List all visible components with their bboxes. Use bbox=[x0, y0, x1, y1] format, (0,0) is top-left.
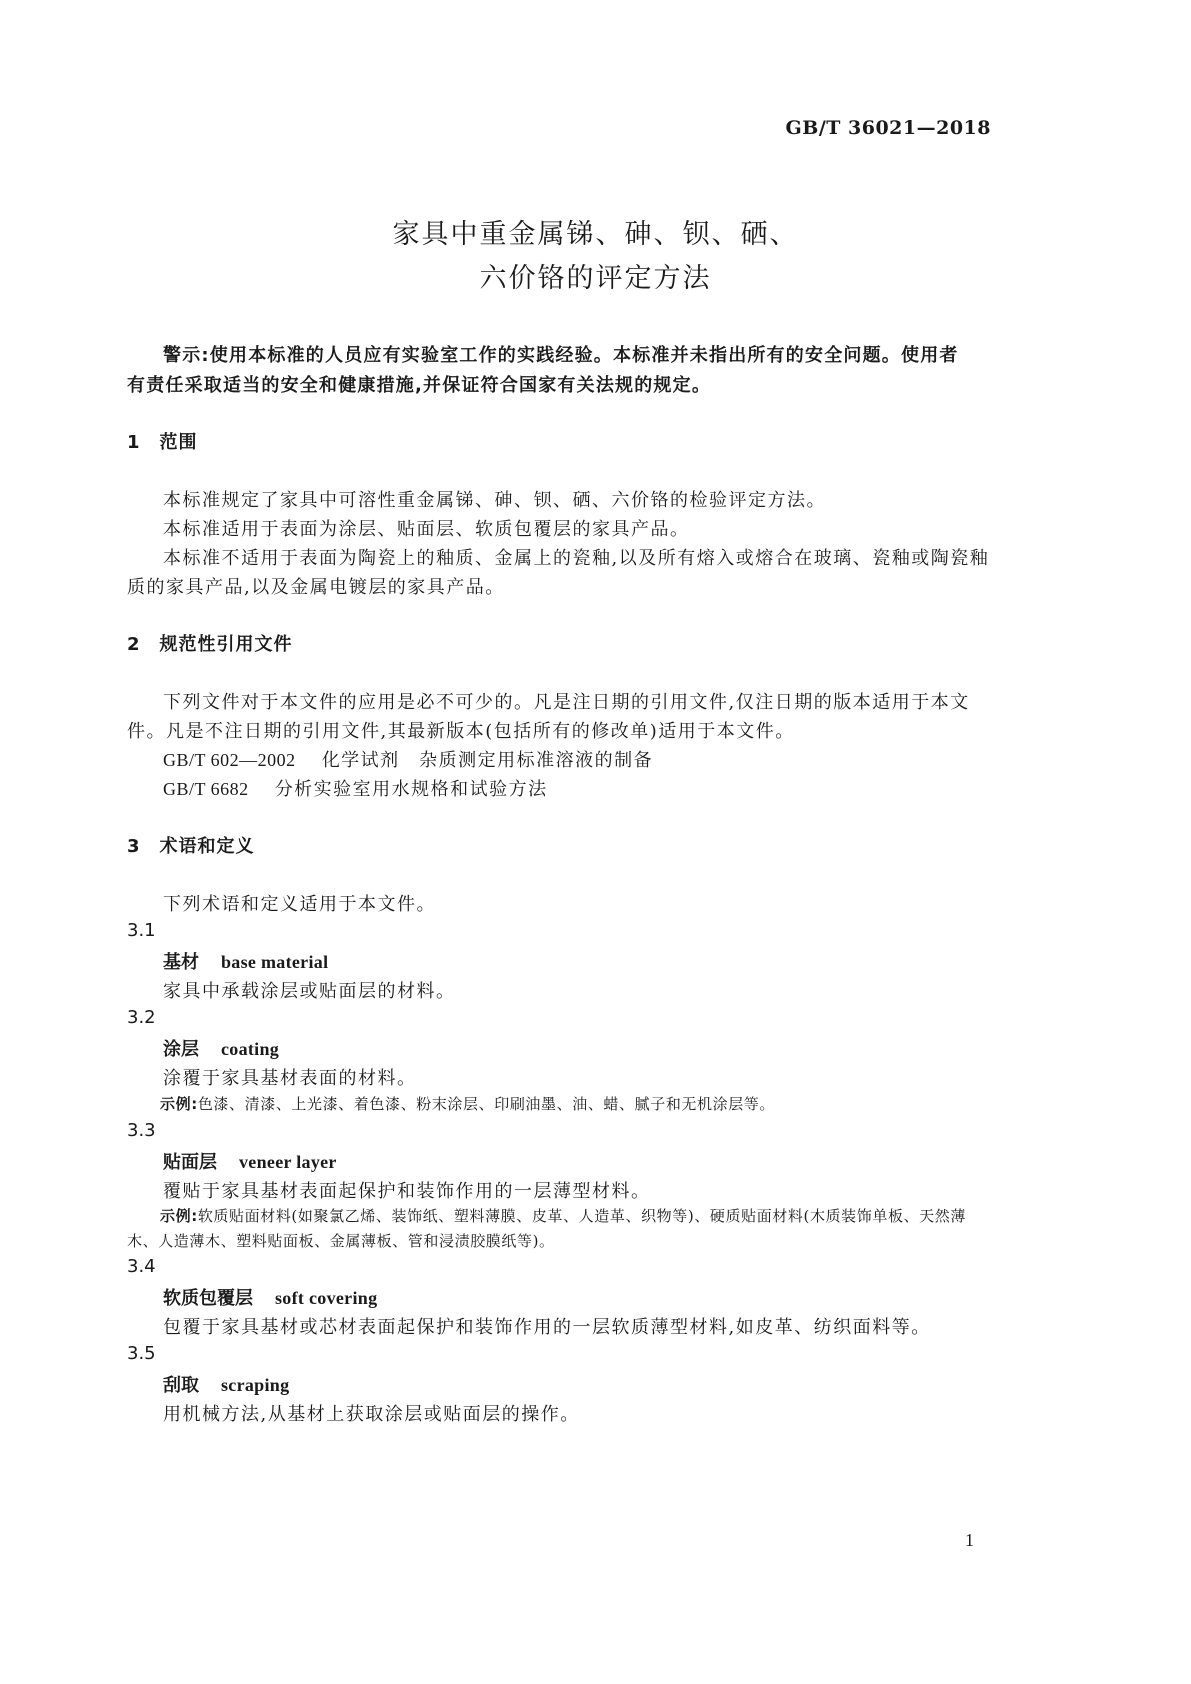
term-definition: 用机械方法,从基材上获取涂层或贴面层的操作。 bbox=[163, 1404, 580, 1425]
term-number: 3.4 bbox=[127, 1256, 156, 1277]
section-1-para-3-line2: 质的家具产品,以及金属电镀层的家具产品。 bbox=[127, 577, 505, 598]
section-1-para-1: 本标准规定了家具中可溶性重金属锑、砷、钡、硒、六价铬的检验评定方法。 bbox=[163, 490, 826, 511]
term-en: base material bbox=[221, 952, 329, 972]
term-heading bbox=[163, 1148, 337, 1174]
example-label: 示例: bbox=[160, 1095, 198, 1113]
reference-code: GB/T 6682 bbox=[163, 779, 249, 799]
term-heading bbox=[163, 1284, 377, 1310]
term-zh: 涂层 bbox=[163, 1039, 199, 1060]
term-en: veneer layer bbox=[239, 1152, 337, 1172]
section-1-para-2: 本标准适用于表面为涂层、贴面层、软质包覆层的家具产品。 bbox=[163, 519, 690, 540]
example-label: 示例: bbox=[160, 1207, 198, 1225]
section-2-para-line2: 件。凡是不注日期的引用文件,其最新版本(包括所有的修改单)适用于本文件。 bbox=[127, 721, 795, 742]
document-title-line1: 家具中重金属锑、砷、钡、硒、 bbox=[392, 219, 799, 250]
term-heading bbox=[163, 948, 328, 974]
term-number: 3.2 bbox=[127, 1007, 156, 1028]
term-definition: 涂覆于家具基材表面的材料。 bbox=[163, 1068, 417, 1089]
term-zh: 基材 bbox=[163, 952, 199, 973]
term-number: 3.3 bbox=[127, 1120, 156, 1141]
example-text: 软质贴面材料(如聚氯乙烯、装饰纸、塑料薄膜、皮革、人造革、织物等)、硬质贴面材料(木质装饰单板、天然薄 bbox=[197, 1207, 966, 1225]
term-example-line1 bbox=[160, 1205, 966, 1226]
section-3-intro: 下列术语和定义适用于本文件。 bbox=[163, 894, 436, 915]
reference-item bbox=[163, 746, 653, 772]
document-title-line2: 六价铬的评定方法 bbox=[479, 263, 712, 294]
reference-title: 分析实验室用水规格和试验方法 bbox=[274, 779, 548, 800]
page-number: 1 bbox=[965, 1530, 974, 1550]
term-definition: 家具中承载涂层或贴面层的材料。 bbox=[163, 981, 456, 1002]
standard-number: GB/T 36021—2018 bbox=[785, 117, 991, 139]
warning-line1: 警示:使用本标准的人员应有实验室工作的实践经验。本标准并未指出所有的安全问题。使用者 bbox=[163, 345, 959, 366]
section-2-heading: 2 规范性引用文件 bbox=[127, 634, 293, 655]
example-text: 色漆、清漆、上光漆、着色漆、粉末涂层、印刷油墨、油、蜡、腻子和无机涂层等。 bbox=[197, 1095, 776, 1113]
term-en: soft covering bbox=[275, 1288, 378, 1308]
term-heading bbox=[163, 1371, 289, 1397]
term-en: coating bbox=[221, 1039, 280, 1059]
section-1-para-3-line1: 本标准不适用于表面为陶瓷上的釉质、金属上的瓷釉,以及所有熔入或熔合在玻璃、瓷釉或陶瓷釉 bbox=[163, 548, 990, 569]
term-example-line2: 木、人造薄木、塑料贴面板、金属薄板、管和浸渍胶膜纸等)。 bbox=[127, 1232, 555, 1250]
section-2-para-line1: 下列文件对于本文件的应用是必不可少的。凡是注日期的引用文件,仅注日期的版本适用于本文 bbox=[163, 692, 970, 713]
reference-title: 化学试剂 杂质测定用标准溶液的制备 bbox=[321, 750, 654, 771]
term-number: 3.5 bbox=[127, 1343, 156, 1364]
warning-line2: 有责任采取适当的安全和健康措施,并保证符合国家有关法规的规定。 bbox=[127, 375, 712, 396]
term-example bbox=[160, 1093, 775, 1114]
term-number: 3.1 bbox=[127, 920, 156, 941]
term-definition: 覆贴于家具基材表面起保护和装饰作用的一层薄型材料。 bbox=[163, 1181, 651, 1202]
term-zh: 软质包覆层 bbox=[163, 1288, 253, 1309]
term-zh: 贴面层 bbox=[163, 1152, 217, 1173]
term-zh: 刮取 bbox=[163, 1375, 199, 1396]
term-heading bbox=[163, 1035, 279, 1061]
section-3-heading: 3 术语和定义 bbox=[127, 836, 255, 857]
term-definition: 包覆于家具基材或芯材表面起保护和装饰作用的一层软质薄型材料,如皮革、纺织面料等。 bbox=[163, 1317, 931, 1338]
term-en: scraping bbox=[221, 1375, 290, 1395]
reference-code: GB/T 602—2002 bbox=[163, 750, 296, 770]
reference-item bbox=[163, 775, 548, 801]
section-1-heading: 1 范围 bbox=[127, 432, 198, 453]
